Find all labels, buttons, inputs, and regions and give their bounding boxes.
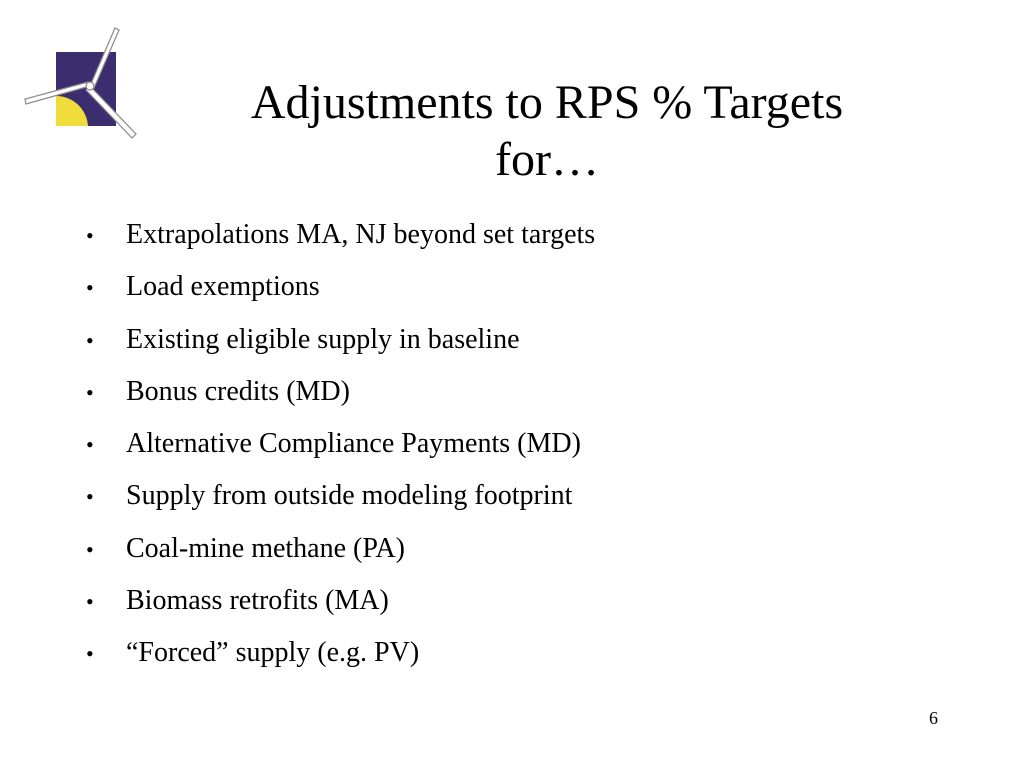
bullet-text: “Forced” supply (e.g. PV) <box>126 637 420 669</box>
list-item <box>86 209 595 261</box>
bullet-icon: • <box>86 589 94 615</box>
list-item <box>86 470 595 522</box>
bullet-text: Extrapolations MA, NJ beyond set targets <box>126 219 596 250</box>
slide-title-line-2: for… <box>495 133 599 186</box>
bullet-text: Biomass retrofits (MA) <box>126 585 389 617</box>
bullet-text: Bonus credits (MD) <box>126 375 350 407</box>
bullet-icon: • <box>86 223 94 248</box>
bullet-icon: • <box>86 275 94 301</box>
bullet-icon: • <box>86 432 94 458</box>
bullet-text: Load exemptions <box>126 271 320 303</box>
bullet-icon: • <box>86 536 94 562</box>
list-item <box>86 418 595 470</box>
bullet-list <box>86 209 595 680</box>
list-item <box>86 366 595 418</box>
wind-turbine-logo-icon <box>24 24 142 140</box>
bullet-icon: • <box>86 327 94 353</box>
slide-title-line-1: Adjustments to RPS % Targets <box>250 76 844 129</box>
bullet-icon: • <box>86 484 94 510</box>
bullet-icon: • <box>86 641 94 667</box>
list-item <box>86 575 595 627</box>
list-item <box>86 261 595 313</box>
bullet-icon: • <box>86 379 94 405</box>
bullet-text: Supply from outside modeling footprint <box>126 480 573 512</box>
list-item <box>86 627 595 679</box>
bullet-text: Existing eligible supply in baseline <box>126 323 520 355</box>
list-item <box>86 523 595 575</box>
bullet-text: Alternative Compliance Payments (MD) <box>126 428 581 460</box>
slide-title <box>150 74 944 188</box>
list-item <box>86 314 595 366</box>
slide-page-number: 6 <box>929 708 938 728</box>
bullet-text: Coal-mine methane (PA) <box>126 532 405 564</box>
